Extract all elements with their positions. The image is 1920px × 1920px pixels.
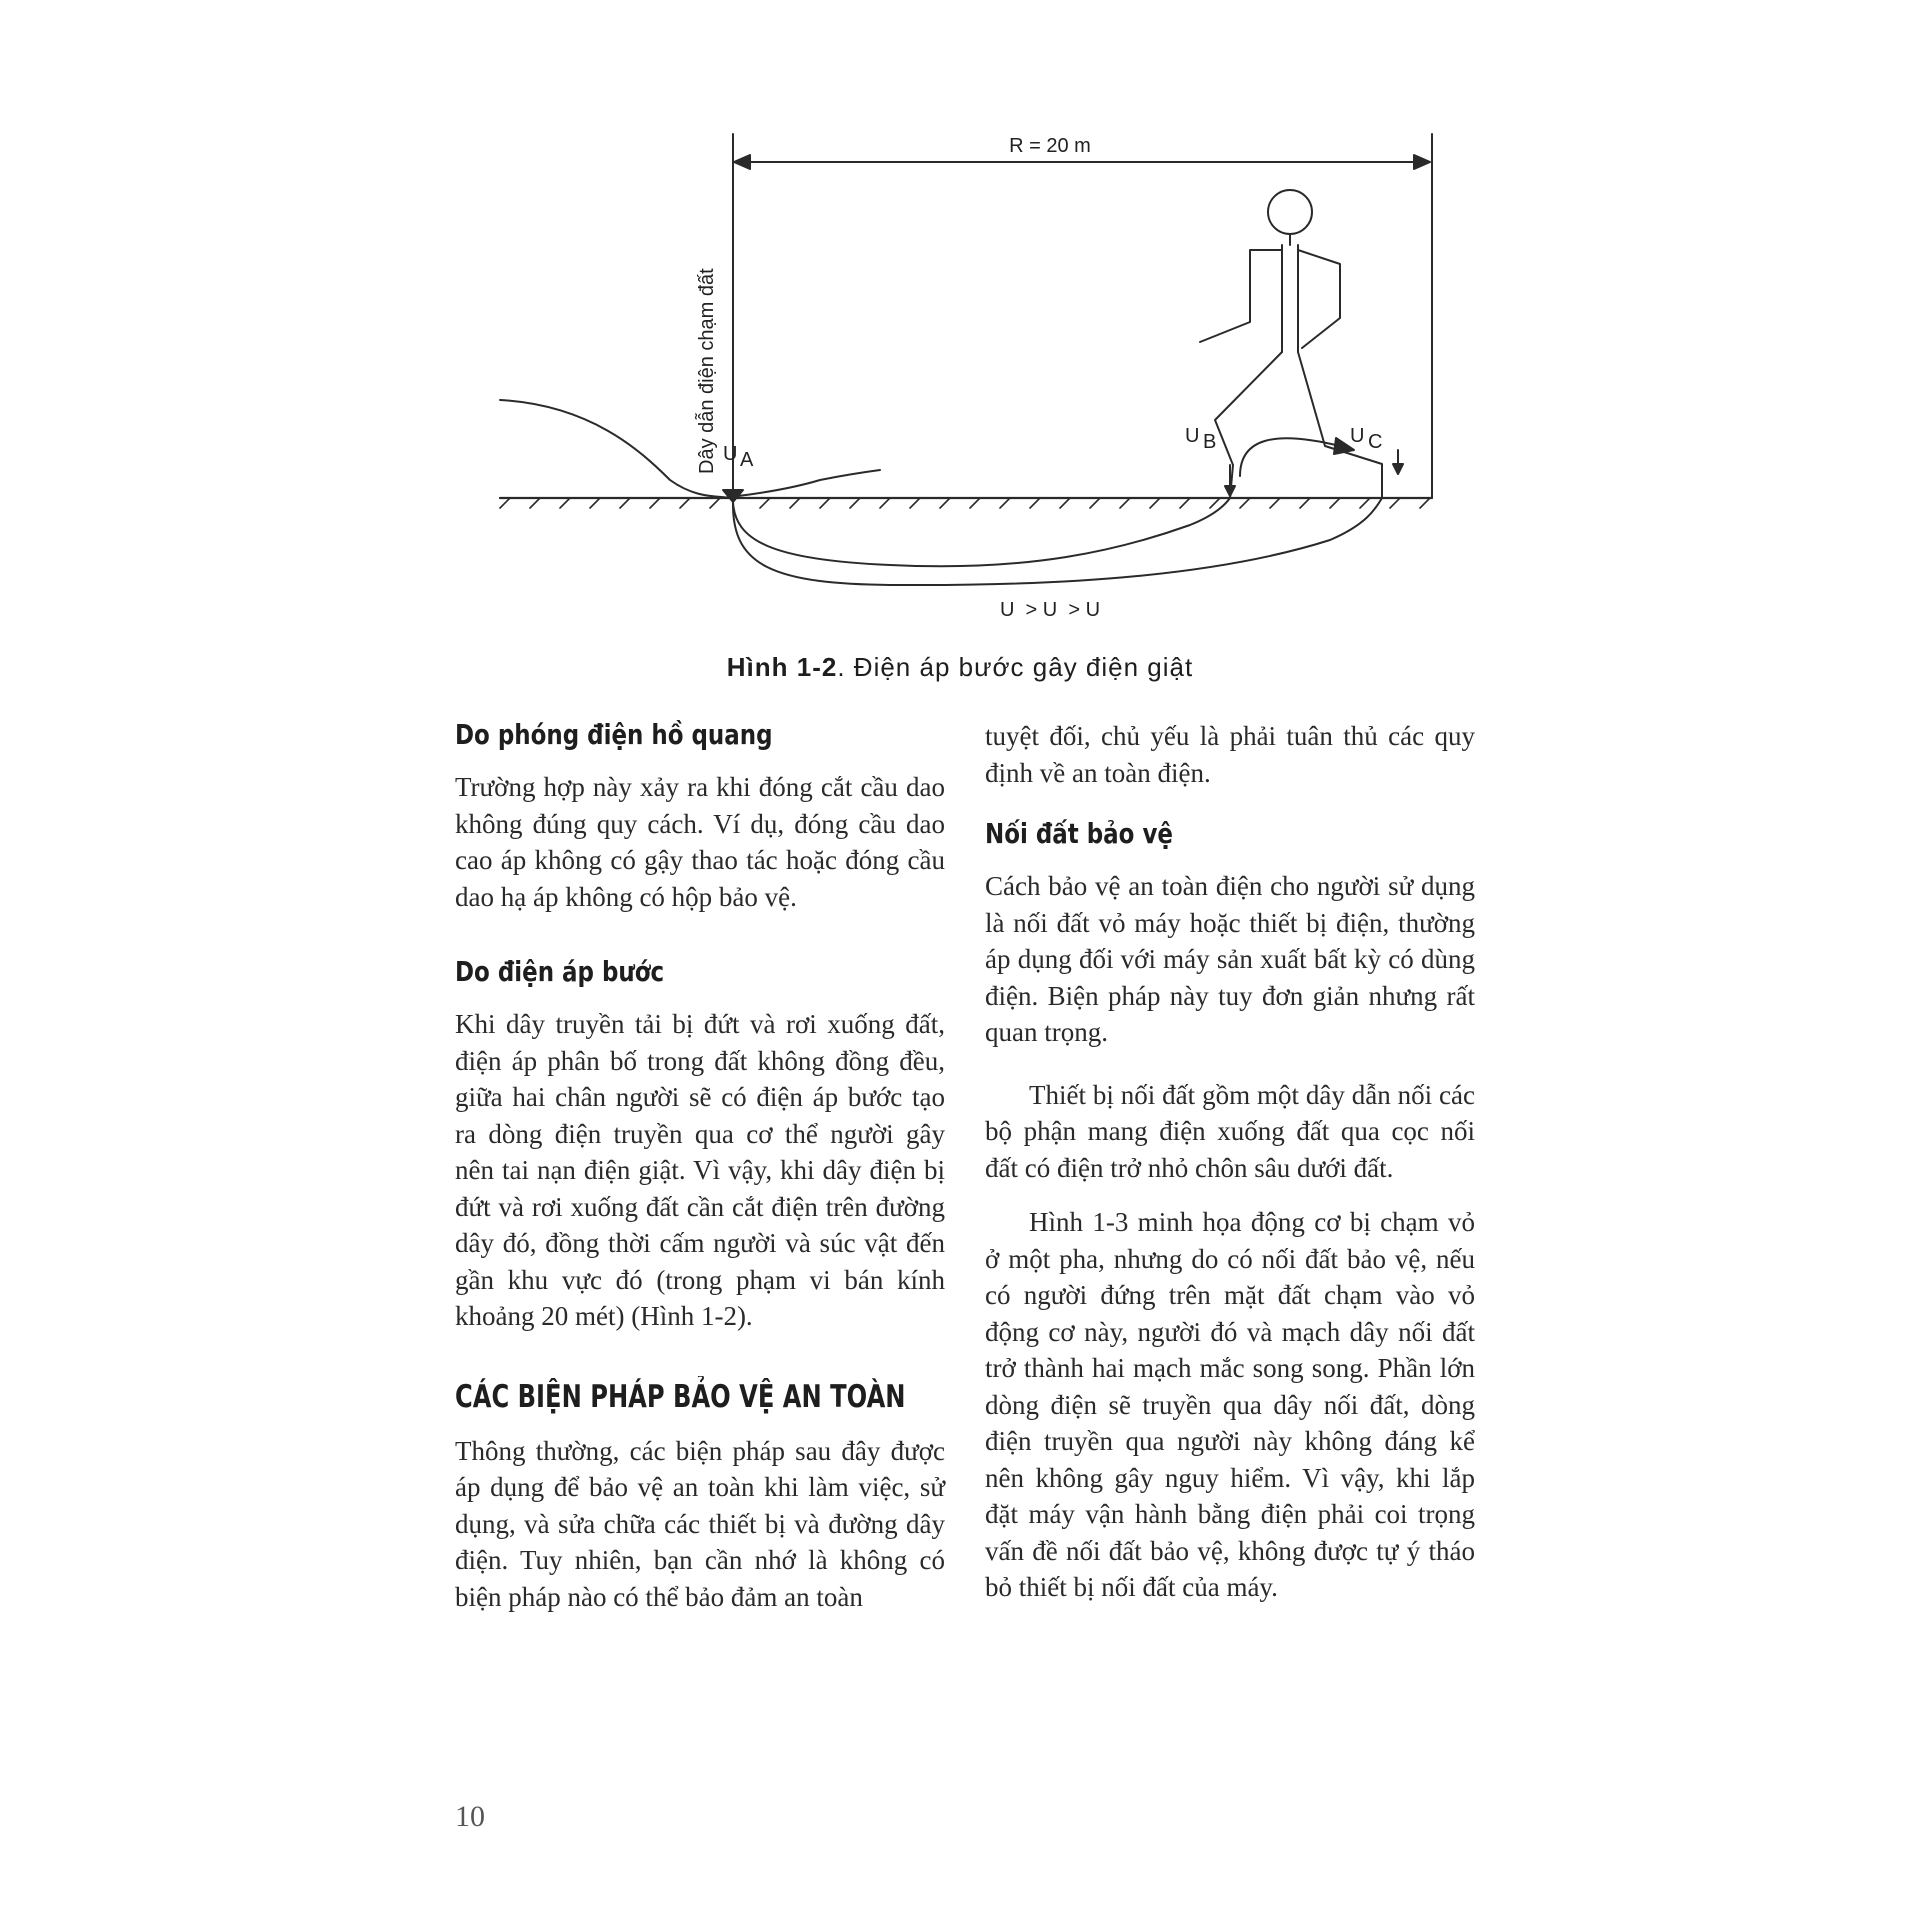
- paragraph-grounding-2: Thiết bị nối đất gồm một dây dẫn nối các bộ phận mang điện xuống đất qua cọc nối đất có điện trở nhỏ chôn sâu dưới đất.: [985, 1079, 1475, 1183]
- current-path-inner: [733, 498, 1230, 566]
- step-voltage-diagram: [470, 120, 1470, 640]
- dimension-arrow-left: [734, 155, 750, 169]
- ub-arrowhead: [1225, 486, 1235, 496]
- heading-protective-grounding: Nối đất bảo vệ: [985, 817, 1173, 850]
- paragraph-grounding-3: Hình 1-3 minh họa động cơ bị chạm vỏ ở một pha, nhưng do có nối đất bảo vệ, nếu có người đứng trên mặt đất chạm vào vỏ động cơ này, người đó và mạch dây nối đất trở thành hai mạch mắc song song. Phần lớn dòng điện sẽ truyền qua dây nối đất, dòng điện truyền qua người này không đáng kể nên không gây nguy hiểm. Vì vậy, khi lắp đặt máy vận hành bằng điện phải coi trọng vấn đề nối đất bảo vệ, không được tự ý tháo bỏ thiết bị nối đất của máy.: [985, 1207, 1475, 1602]
- figure-caption: [0, 652, 1920, 683]
- ua-subscript: A: [740, 449, 754, 471]
- paragraph-safety-measures: Thông thường, các biện pháp sau đây được áp dụng để bảo vệ an toàn khi làm việc, sử dụng, và sửa chữa các thiết bị và đường dây điện. Tuy nhiên, bạn cần nhớ là không có biện pháp nào có thể bảo đảm an toàn: [455, 1435, 945, 1612]
- heading-arc-discharge: Do phóng điện hồ quang: [455, 718, 773, 751]
- voltage-inequality: U > U > U: [999, 599, 1101, 621]
- ground-hatching: [500, 498, 1430, 508]
- radius-label: R = 20 m: [1009, 135, 1091, 157]
- ub-label: U: [1185, 425, 1200, 447]
- current-path-outer: [733, 498, 1382, 585]
- section-heading-safety-measures: CÁC BIỆN PHÁP BẢO VỆ AN TOÀN: [455, 1378, 906, 1415]
- person-head: [1268, 190, 1312, 234]
- person-right-arm: [1298, 250, 1340, 348]
- uc-label: U: [1350, 425, 1365, 447]
- uc-arrowhead: [1393, 464, 1403, 474]
- figure-caption-text: . Điện áp bước gây điện giật: [837, 652, 1194, 682]
- ub-subscript: B: [1203, 431, 1217, 453]
- wire-label: Dây dẫn điện chạm đất: [696, 268, 718, 474]
- figure-caption-number: Hình 1-2: [726, 652, 838, 682]
- dimension-arrow-right: [1414, 155, 1430, 169]
- paragraph-step-voltage: Khi dây truyền tải bị đứt và rơi xuống đất, điện áp phân bố trong đất không đồng đều, giữa hai chân người sẽ có điện áp bước tạo ra dòng điện truyền qua cơ thể người gây nên tai nạn điện giật. Vì vậy, khi dây điện bị đứt và rơi xuống đất cần cắt điện trên đường dây đó, đồng thời cấm người và súc vật đến gần khu vực đó (trong phạm vi bán kính khoảng 20 mét) (Hình 1-2).: [455, 1009, 945, 1331]
- paragraph-continuation: tuyệt đối, chủ yếu là phải tuân thủ các quy định về an toàn điện.: [985, 721, 1475, 788]
- paragraph-arc-discharge: Trường hợp này xảy ra khi đóng cắt cầu dao không đúng quy cách. Ví dụ, đóng cầu dao cao áp không có gậy thao tác hoặc đóng cầu dao hạ áp không có hộp bảo vệ.: [455, 772, 945, 912]
- person-back-leg: [1215, 352, 1282, 498]
- wire-tail: [738, 470, 880, 496]
- page-number: 10: [455, 1800, 485, 1833]
- uc-subscript: C: [1368, 431, 1383, 453]
- figure-step-voltage: [470, 120, 1470, 640]
- right-column: [985, 718, 1475, 1624]
- person-left-arm: [1200, 250, 1282, 342]
- person-front-leg: [1298, 352, 1382, 498]
- left-column: [455, 718, 945, 1641]
- heading-step-voltage: Do điện áp bước: [455, 955, 665, 988]
- paragraph-grounding-1: Cách bảo vệ an toàn điện cho người sử dụng là nối đất vỏ máy hoặc thiết bị điện, thường áp dụng đối với máy sản xuất bất kỳ có dùng điện. Biện pháp này tuy đơn giản nhưng rất quan trọng.: [985, 871, 1475, 1047]
- ua-label: U: [723, 443, 738, 465]
